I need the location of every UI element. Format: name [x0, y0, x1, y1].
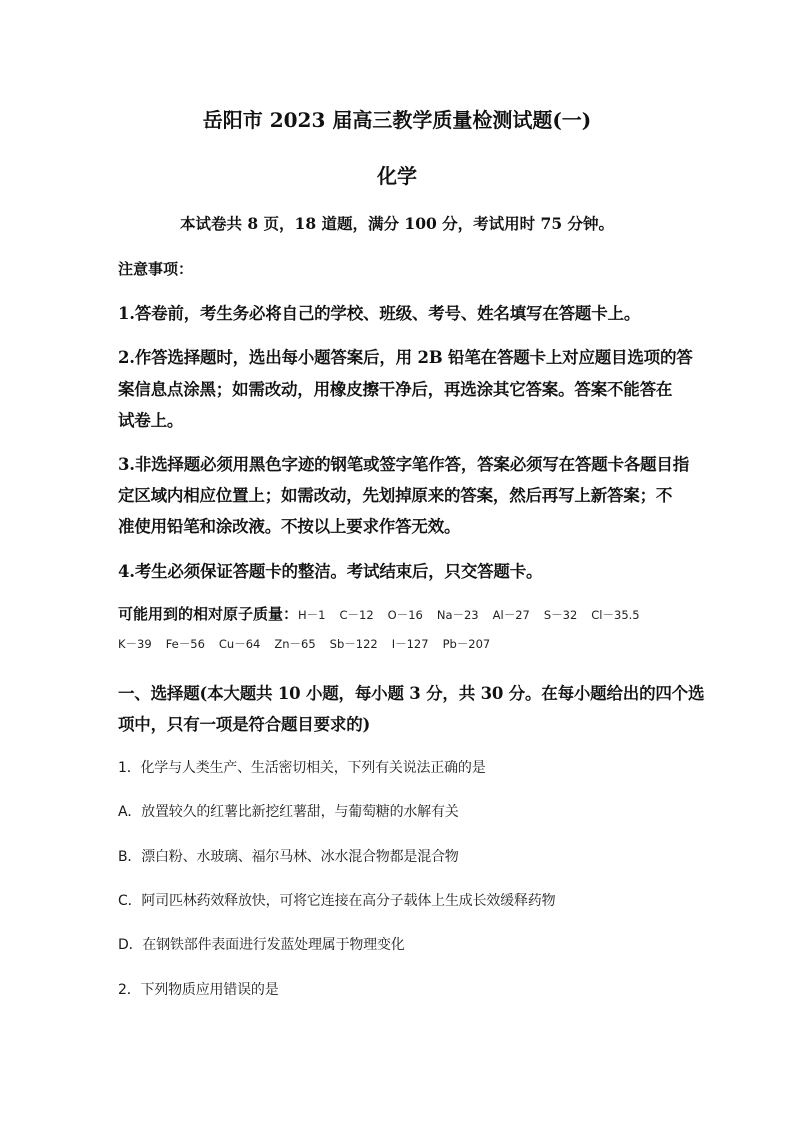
question-1-option-c: C．阿司匹林药效释放快，可将它连接在高分子载体上生成长效缓释药物 [118, 893, 556, 909]
atom-mass: Cl－35.5 [591, 608, 640, 622]
question-1-stem: 1．化学与人类生产、生活密切相关，下列有关说法正确的是 [118, 760, 486, 776]
exam-title: 岳阳市 2023 届高三教学质量检测试题(一) [202, 108, 592, 132]
atom-mass: O－16 [387, 608, 423, 622]
atom-mass: Na－23 [436, 608, 479, 622]
exam-summary: 本试卷共 8 页，18 道题，满分 100 分，考试用时 75 分钟。 [179, 214, 615, 233]
atom-mass: C－12 [339, 608, 374, 622]
section-1-heading-line-2: 项中，只有一项是符合题目要求的) [118, 715, 371, 734]
notice-item-2-line-3: 试卷上。 [118, 411, 184, 430]
notice-heading: 注意事项： [118, 260, 194, 278]
notice-item-2-line-2: 案信息点涂黑；如需改动，用橡皮擦干净后，再选涂其它答案。答案不能答在 [118, 380, 673, 399]
atom-mass: I－127 [391, 637, 429, 651]
atom-mass: Zn－65 [274, 637, 316, 651]
atomic-masses-label: 可能用到的相对原子质量： [118, 605, 299, 623]
notice-item-3-line-2: 定区域内相应位置上；如需改动，先划掉原来的答案，然后再写上新答案；不 [118, 486, 673, 505]
atom-mass: S－32 [543, 608, 578, 622]
atomic-masses-list-1 [298, 608, 654, 622]
atom-mass: Al－27 [492, 608, 530, 622]
atom-mass: Fe－56 [165, 637, 205, 651]
notice-item-2-line-1: 2.作答选择题时，选出每小题答案后，用 2B 铅笔在答题卡上对应题目选项的答 [118, 348, 693, 367]
atomic-masses-row-1 [118, 603, 654, 624]
notice-item-3-line-3: 准使用铅笔和涂改液。不按以上要求作答无效。 [118, 517, 461, 536]
atom-mass: Pb－207 [442, 637, 491, 651]
atom-mass: Sb－122 [329, 637, 378, 651]
subject-title: 化学 [377, 164, 417, 188]
question-1-option-b: B．漂白粉、水玻璃、福尔马林、冰水混合物都是混合物 [118, 849, 459, 865]
atom-mass: K－39 [118, 637, 152, 651]
section-1-heading-line-1: 一、选择题(本大题共 10 小题，每小题 3 分，共 30 分。在每小题给出的四个选 [118, 684, 705, 703]
notice-item-3-line-1: 3.非选择题必须用黑色字迹的钢笔或签字笔作答，答案必须写在答题卡各题目指 [118, 455, 690, 474]
notice-item-1: 1.答卷前，考生务必将自己的学校、班级、考号、姓名填写在答题卡上。 [118, 304, 641, 323]
atom-mass: H－1 [298, 608, 326, 622]
question-2-stem: 2．下列物质应用错误的是 [118, 982, 279, 998]
atomic-masses-row-2 [118, 636, 504, 652]
atom-mass: Cu－64 [218, 637, 261, 651]
question-1-option-a: A．放置较久的红薯比新挖红薯甜，与葡萄糖的水解有关 [118, 804, 459, 820]
notice-item-4: 4.考生必须保证答题卡的整洁。考试结束后，只交答题卡。 [118, 562, 543, 581]
question-1-option-d: D．在钢铁部件表面进行发蓝处理属于物理变化 [118, 937, 405, 953]
